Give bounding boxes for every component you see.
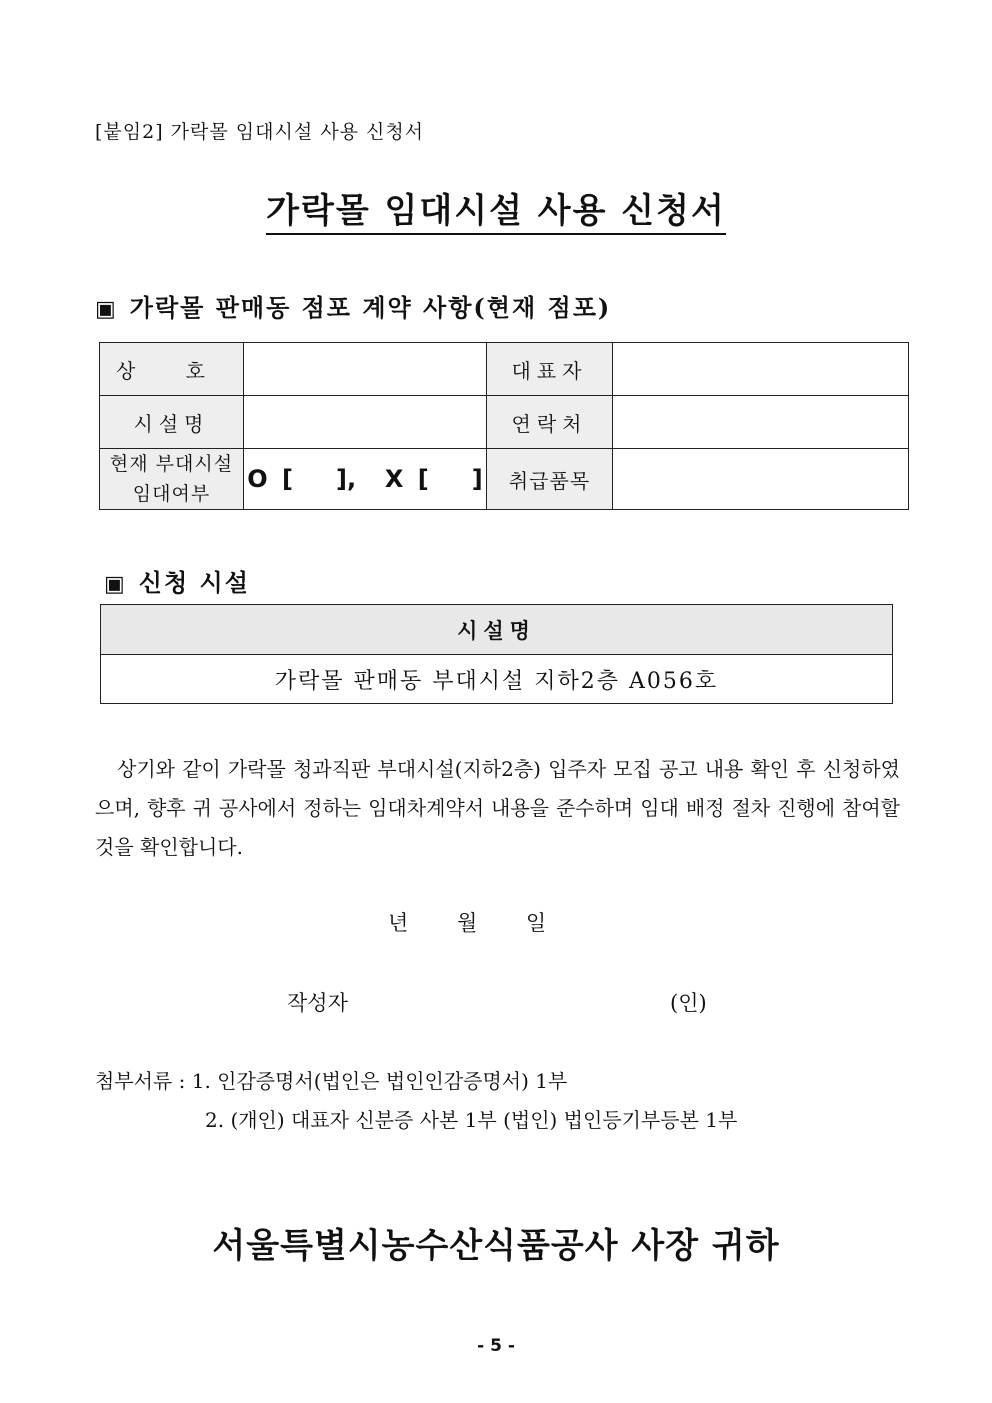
attachment-label: [붙임2] 가락몰 임대시설 사용 신청서 xyxy=(95,121,425,143)
square-bullet-icon: ▣ xyxy=(104,571,127,597)
contact-label: 연락처 xyxy=(487,396,613,449)
attachments-line-1: 첨부서류 : 1. 인감증명서(법인은 법인인감증명서) 1부 xyxy=(95,1069,568,1093)
business-name-label: 상 호 xyxy=(100,343,244,396)
business-name-field[interactable] xyxy=(244,343,487,396)
items-handled-field[interactable] xyxy=(613,449,909,510)
representative-field[interactable] xyxy=(613,343,909,396)
addressee: 서울특별시농수산식품공사 사장 귀하 xyxy=(212,1226,780,1266)
facility-value: 가락몰 판매동 부대시설 지하2층 A056호 xyxy=(101,655,893,704)
facility-name-field[interactable] xyxy=(244,396,487,449)
facility-name-label: 시설명 xyxy=(100,396,244,449)
table-row xyxy=(100,396,909,449)
section-heading-facility xyxy=(104,563,250,598)
document-title-text: 가락몰 임대시설 사용 신청서 xyxy=(266,191,726,235)
contract-table xyxy=(99,342,909,510)
statement-paragraph: 상기와 같이 가락몰 청과직판 부대시설(지하2층) 입주자 모집 공고 내용 확인 후 신청하였으며, 향후 귀 공사에서 정하는 임대차계약서 내용을 준수하며 임대 배정 절차 진행에 참여할 것을 확인합니다. xyxy=(95,757,900,859)
contact-field[interactable] xyxy=(613,396,909,449)
writer-label: 작성자 xyxy=(287,991,348,1015)
facility-header: 시설명 xyxy=(101,605,893,655)
current-lease-status-label xyxy=(100,449,244,510)
section-heading-text: 신청 시설 xyxy=(138,568,250,597)
section-heading-text: 가락몰 판매동 점포 계약 사항(현재 점포) xyxy=(129,293,612,322)
document-title xyxy=(0,183,992,232)
table-row xyxy=(101,655,893,704)
representative-label: 대표자 xyxy=(487,343,613,396)
table-row xyxy=(100,343,909,396)
page-number: - 5 - xyxy=(477,1336,515,1356)
facility-table xyxy=(100,604,893,704)
current-lease-status-label-line1: 현재 부대시설 xyxy=(109,453,234,475)
items-handled-label: 취급품목 xyxy=(487,449,613,510)
table-row xyxy=(101,605,893,655)
square-bullet-icon: ▣ xyxy=(95,296,118,322)
section-heading-contract xyxy=(95,288,611,323)
seal-mark: (인) xyxy=(670,991,707,1015)
lease-status-checkbox-field[interactable]: O [ ], X [ ] xyxy=(244,449,487,510)
attachments-line-2: 2. (개인) 대표자 신분증 사본 1부 (법인) 법인등기부등본 1부 xyxy=(205,1108,738,1132)
table-row xyxy=(100,449,909,510)
current-lease-status-label-line2: 임대여부 xyxy=(132,483,211,505)
date-line[interactable]: 년 월 일 xyxy=(388,911,547,935)
